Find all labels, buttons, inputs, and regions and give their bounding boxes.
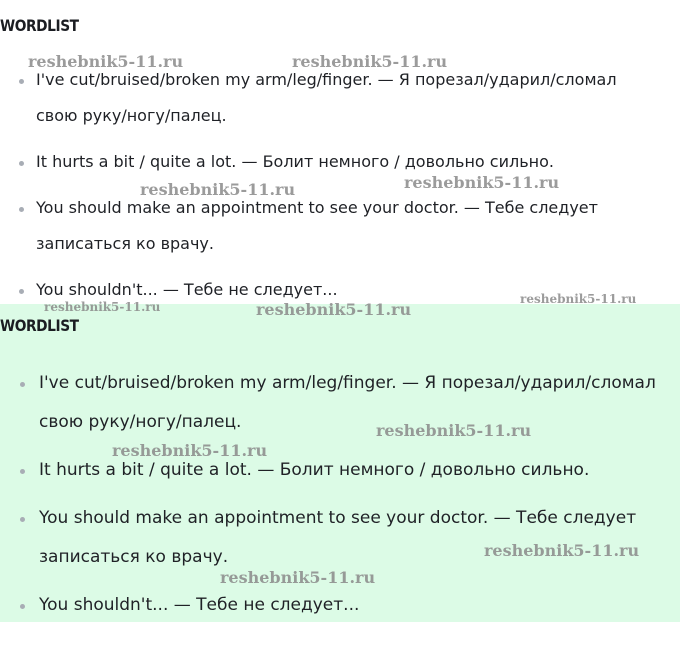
watermark: reshebnik5-11.ru: [220, 568, 376, 587]
watermark: reshebnik5-11.ru: [484, 541, 640, 560]
wordlist-heading: WORDLIST: [0, 316, 79, 335]
wordlist-heading: WORDLIST: [0, 16, 79, 35]
watermark: reshebnik5-11.ru: [44, 300, 161, 314]
watermark: reshebnik5-11.ru: [520, 292, 637, 306]
list-item: You shouldn't... — Тебе не следует...: [39, 586, 664, 625]
watermark: reshebnik5-11.ru: [256, 300, 412, 319]
wordlist-section-1: [0, 0, 680, 304]
watermark: reshebnik5-11.ru: [28, 52, 184, 71]
list-item: I've cut/bruised/broken my arm/leg/finger. — Я порезал/ударил/сломал свою руку/ногу/палец.: [39, 364, 664, 442]
watermark: reshebnik5-11.ru: [112, 441, 268, 460]
list-item: I've cut/bruised/broken my arm/leg/finger. — Я порезал/ударил/сломал свою руку/ногу/палец.: [36, 62, 656, 134]
list-item: It hurts a bit / quite a lot. — Болит немного / довольно сильно.: [36, 144, 656, 180]
wordlist: [36, 62, 656, 318]
watermark: reshebnik5-11.ru: [292, 52, 448, 71]
wordlist: [39, 364, 664, 634]
watermark: reshebnik5-11.ru: [140, 180, 296, 199]
watermark: reshebnik5-11.ru: [404, 173, 560, 192]
list-item: It hurts a bit / quite a lot. — Болит немного / довольно сильно.: [39, 451, 664, 490]
list-item: You should make an appointment to see your doctor. — Тебе следует записаться ко врачу.: [36, 190, 656, 262]
list-item: You should make an appointment to see your doctor. — Тебе следует записаться ко врачу.: [39, 499, 664, 577]
list-item: You shouldn't... — Тебе не следует...: [36, 272, 656, 308]
watermark: reshebnik5-11.ru: [376, 421, 532, 440]
